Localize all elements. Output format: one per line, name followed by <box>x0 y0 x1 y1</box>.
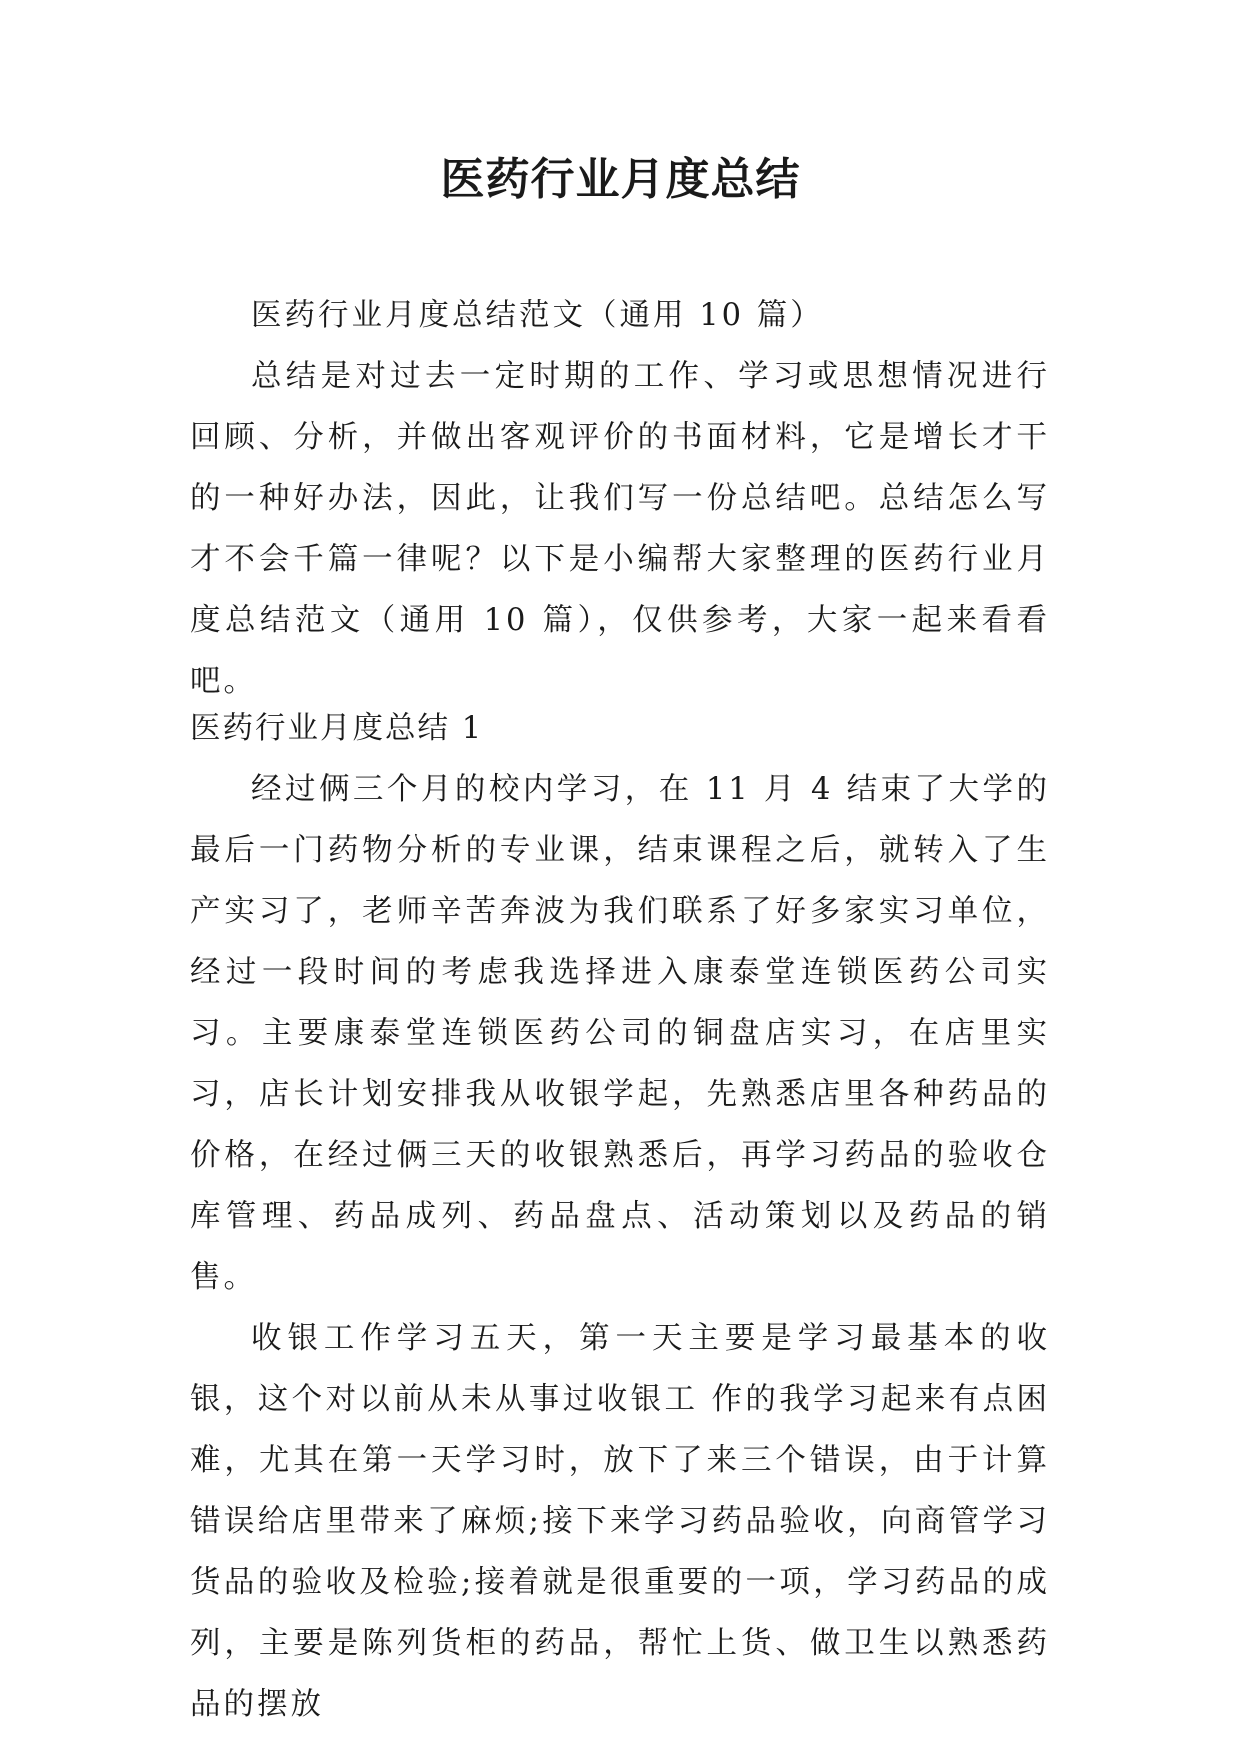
intro-heading: 医药行业月度总结范文（通用 10 篇） <box>251 298 824 333</box>
section-heading: 医药行业月度总结 1 <box>190 711 484 746</box>
body-paragraph: 经过俩三个月的校内学习，在 11 月 4 结束了大学的最后一门药物分析的专业课，结束课程之后，就转入了生产实习了，老师辛苦奔波为我们联系了好多家实习单位，经过一段时间的考虑我选择进入康泰堂连锁医药公司实习。主要康泰堂连锁医药公司的铜盘店实习，在店里实习，店长计划安排我从收银学起，先熟悉店里各种药品的价格，在经过俩三天的收银熟悉后，再学习药品的验收仓库管理、药品成列、药品盘点、活动策划以及药品的销售。 <box>190 772 1050 1295</box>
intro-paragraph: 总结是对过去一定时期的工作、学习或思想情况进行回顾、分析，并做出客观评价的书面材料，它是增长才干的一种好办法，因此，让我们写一份总结吧。总结怎么写才不会千篇一律呢？以下是小编帮大家整理的医药行业月度总结范文（通用 10 篇），仅供参考，大家一起来看看吧。 <box>190 359 1050 699</box>
body-paragraph: 收银工作学习五天，第一天主要是学习最基本的收银，这个对以前从未从事过收银工 作的我学习起来有点困难，尤其在第一天学习时，放下了来三个错误，由于计算错误给店里带来了麻烦;接下来学习药品验收，向商管学习货品的验收及检验;接着就是很重要的一项，学习药品的成列，主要是陈列货柜的药品，帮忙上货、做卫生以熟悉药品的摆放 <box>190 1321 1050 1722</box>
document-title: 医药行业月度总结 <box>440 154 801 205</box>
section-body <box>190 759 1050 1735</box>
intro-paragraph-block <box>190 346 1050 712</box>
